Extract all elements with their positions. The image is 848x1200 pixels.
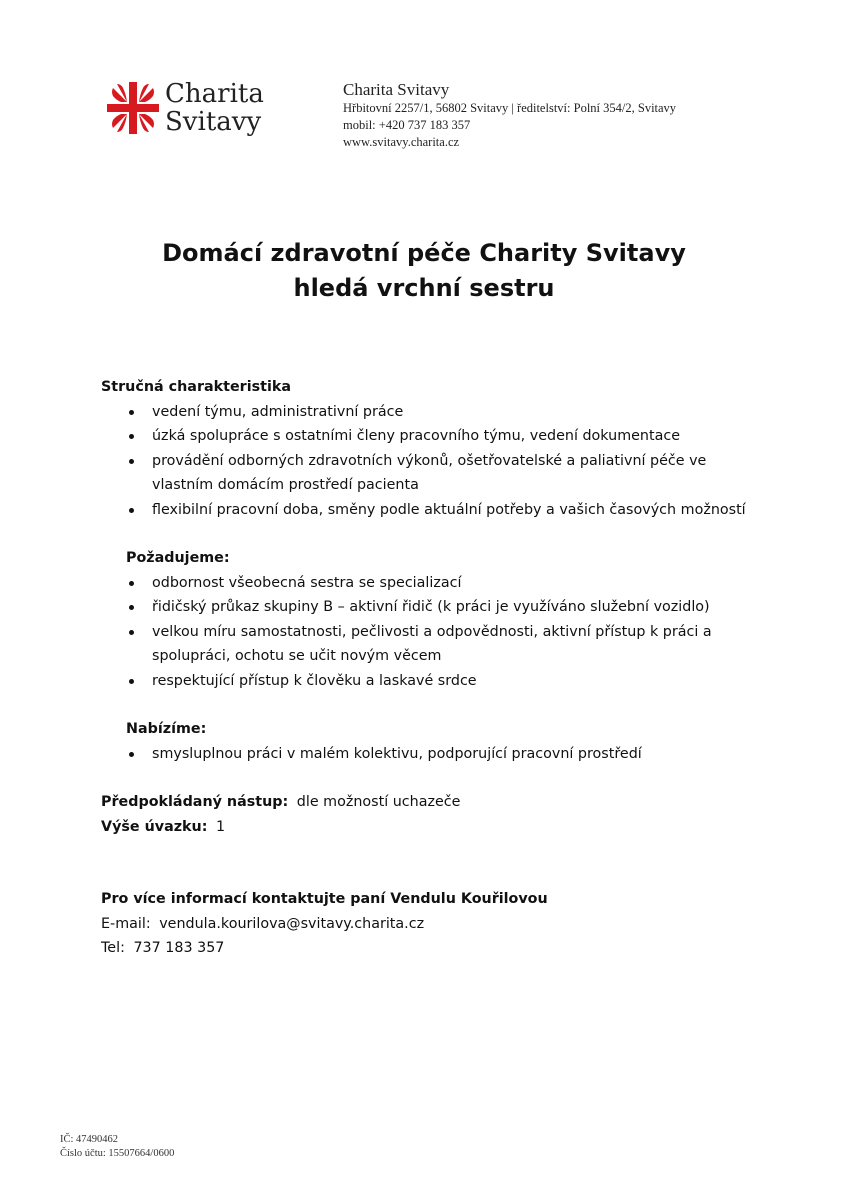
- characteristics-heading: Stručná charakteristika: [101, 379, 292, 395]
- footer: [60, 1133, 174, 1161]
- spacer: [101, 766, 761, 790]
- list-item: řidičský průkaz skupiny B – aktivní řidič (k práci je využíváno služební vozidlo): [101, 595, 761, 620]
- requirements-list: [101, 571, 761, 694]
- tel-label: Tel:: [101, 940, 125, 956]
- offer-heading: Nabízíme:: [126, 721, 207, 737]
- title-line-1: Domácí zdravotní péče Charity Svitavy: [162, 239, 686, 267]
- list-item: respektující přístup k člověku a laskavé srdce: [101, 669, 761, 694]
- start-date-label: Předpokládaný nástup:: [101, 794, 289, 810]
- charita-logo: [107, 79, 277, 144]
- spacer: [101, 839, 761, 887]
- list-item: smysluplnou práci v malém kolektivu, podporující pracovní prostředí: [101, 742, 761, 767]
- fte-value: 1: [216, 818, 226, 835]
- logo-wordmark: [165, 80, 264, 136]
- offer-list: [101, 742, 761, 767]
- list-item: úzká spolupráce s ostatními členy pracovního týmu, vedení dokumentace: [101, 424, 761, 449]
- characteristics-list: [101, 400, 761, 523]
- page-title: [0, 236, 848, 306]
- contact-heading: Pro více informací kontaktujte paní Vendulu Kouřilovou: [101, 891, 548, 907]
- logo-line-1: Charita: [165, 79, 264, 109]
- requirements-heading: Požadujeme:: [126, 550, 230, 566]
- list-item: flexibilní pracovní doba, směny podle aktuální potřeby a vašich časových možností: [101, 498, 761, 523]
- list-item: velkou míru samostatnosti, pečlivosti a odpovědnosti, aktivní přístup k práci a spolupráci, ochotu se učit novým věcem: [101, 620, 761, 669]
- email-link[interactable]: vendula.kourilova@svitavy.charita.cz: [159, 915, 425, 932]
- title-line-2: hledá vrchní sestru: [293, 274, 555, 302]
- letterhead: [343, 80, 676, 151]
- list-item: odbornost všeobecná sestra se specializací: [101, 571, 761, 596]
- job-description: [101, 375, 761, 961]
- spacer: [101, 693, 761, 717]
- contact-email-row: [101, 912, 761, 937]
- start-date-row: [101, 790, 761, 815]
- fte-label: Výše úvazku:: [101, 818, 208, 835]
- email-label: E-mail:: [101, 915, 151, 932]
- footer-ic: IČ: 47490462: [60, 1134, 119, 1145]
- letterhead-mobile: mobil: +420 737 183 357: [343, 118, 471, 132]
- start-date-value: dle možností uchazeče: [296, 794, 461, 810]
- letterhead-address: Hřbitovní 2257/1, 56802 Svitavy | ředitelství: Polní 354/2, Svitavy: [343, 101, 677, 115]
- footer-account: Číslo účtu: 15507664/0600: [60, 1148, 175, 1159]
- fte-row: [101, 815, 761, 840]
- spacer: [101, 522, 761, 546]
- charita-cross-icon: [107, 82, 159, 134]
- tel-value: 737 183 357: [133, 940, 225, 956]
- letterhead-org: Charita Svitavy: [343, 80, 450, 99]
- logo-line-2: Svitavy: [165, 107, 262, 137]
- contact-tel-row: [101, 936, 761, 961]
- letterhead-web: www.svitavy.charita.cz: [343, 135, 460, 149]
- list-item: vedení týmu, administrativní práce: [101, 400, 761, 425]
- list-item: provádění odborných zdravotních výkonů, ošetřovatelské a paliativní péče ve vlastním domácím prostředí pacienta: [101, 449, 761, 498]
